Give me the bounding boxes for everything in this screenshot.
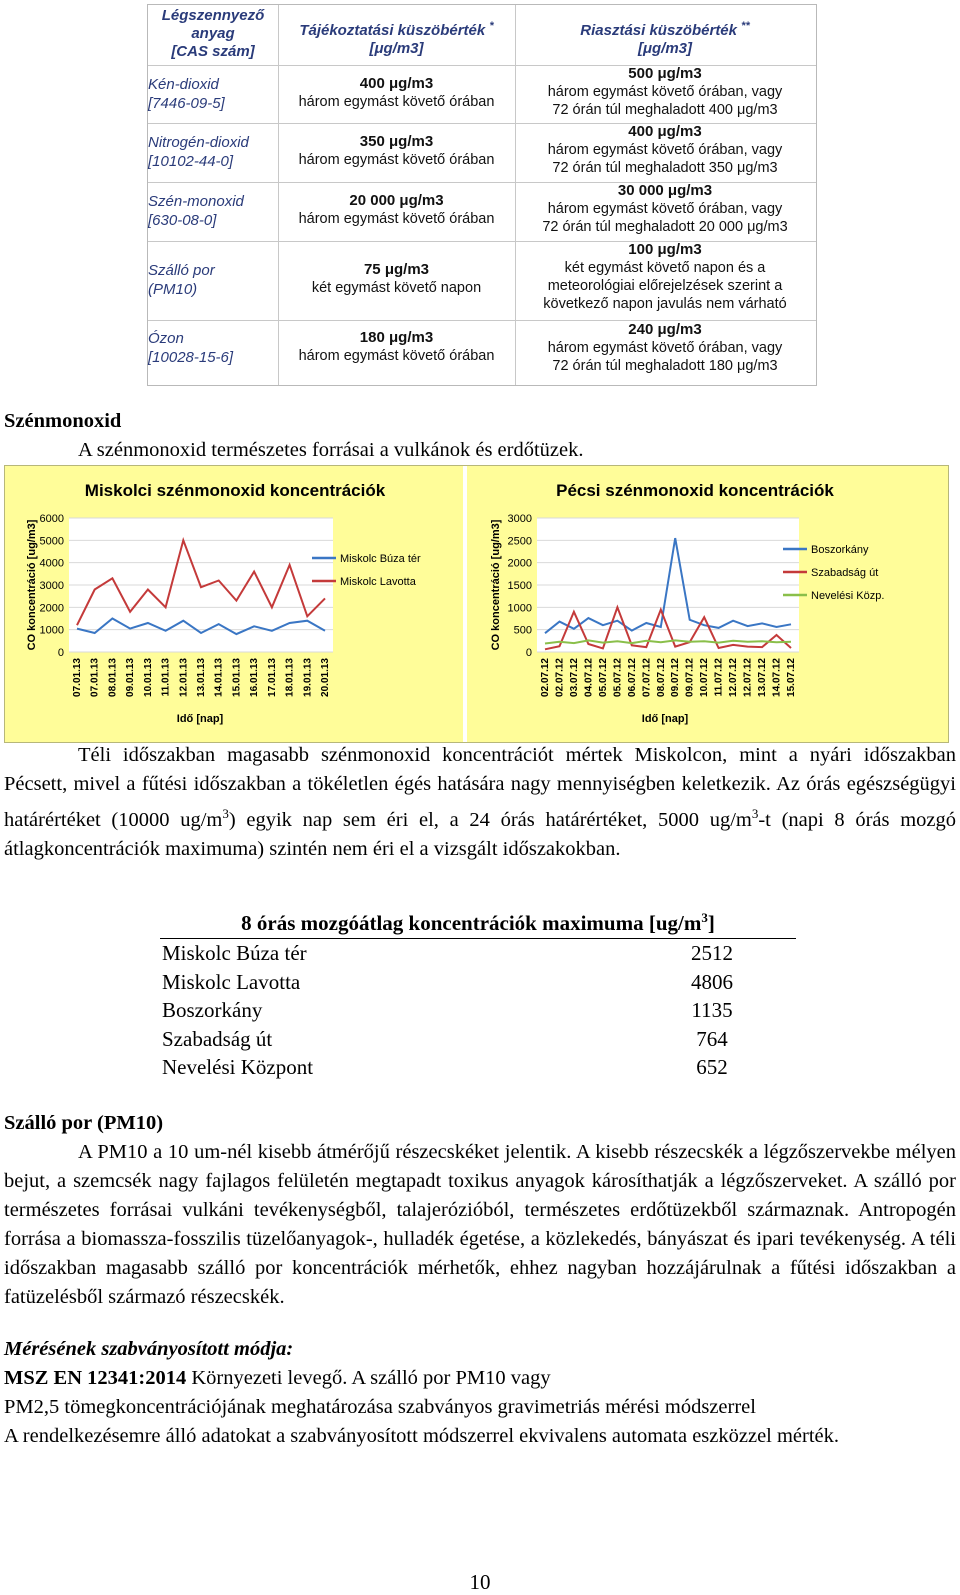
row-so2-name: Kén-dioxid [7446-09-5]: [148, 76, 225, 112]
co-max-table: [160, 903, 796, 1082]
row-o3-name: Ózon [10028-15-6]: [148, 330, 234, 366]
x-tick-label: 08.01.13: [107, 658, 119, 697]
chart-divider: [463, 466, 467, 742]
x-tick-label: 09.07.12: [684, 658, 696, 697]
row-no2-info: 350 μg/m3 három egymást követő órában: [298, 133, 495, 168]
table-row: Nevelési Központ 652: [162, 1055, 728, 1080]
x-tick-label: 13.01.13: [196, 658, 207, 697]
x-tick-label: 07.01.13: [89, 658, 101, 697]
pm-standard-line2: PM2,5 tömegkoncentrációjának meghatározása szabványos gravimetriás mérési módszerrel: [4, 1396, 756, 1418]
x-tick-label: 08.07.12: [655, 658, 667, 697]
row-co-name: Szén-monoxid [630-08-0]: [148, 193, 244, 229]
y-tick-label: 0: [525, 647, 532, 659]
y-axis-label: CO koncentráció [ug/m3]: [490, 519, 502, 651]
x-tick-label: 10.01.13: [142, 658, 154, 697]
x-tick-label: 02.07.12: [554, 658, 566, 697]
x-tick-label: 10.07.12: [699, 658, 711, 697]
y-tick-label: 1000: [507, 602, 532, 615]
x-axis-label: Idő [nap]: [641, 713, 689, 725]
row-pm10-name: Szálló por (PM10): [148, 262, 215, 298]
header-info-threshold: Tájékoztatási küszöbérték * [μg/m3]: [299, 20, 494, 57]
y-tick-label: 2500: [507, 535, 532, 548]
row-o3-info: 180 μg/m3 három egymást követő órában: [298, 329, 495, 364]
y-tick-label: 3000: [507, 513, 532, 525]
y-tick-label: 6000: [39, 513, 64, 525]
pm-method-label: Mérésének szabványosított módja:: [4, 1338, 294, 1360]
chart-title: Miskolci szénmonoxid koncentrációk: [84, 481, 386, 500]
x-tick-label: 14.07.12: [771, 658, 783, 697]
table-row: Boszorkány 1135: [162, 998, 733, 1023]
legend-label: Szabadság út: [811, 567, 879, 579]
row-o3-alarm: 240 μg/m3 három egymást követő órában, vagy 72 órán túl meghaladott 180 μg/m3: [547, 321, 783, 374]
legend-label: Miskolc Lavotta: [340, 576, 416, 588]
x-tick-label: 19.01.13: [302, 658, 314, 697]
header-pollutant: Légszennyező anyag [CAS szám]: [161, 7, 265, 60]
x-tick-label: 11.01.13: [160, 658, 172, 697]
row-pm10-info: 75 μg/m3 két egymást követő napon: [311, 261, 482, 296]
x-tick-label: 15.07.12: [786, 658, 797, 697]
x-axis-label: Idő [nap]: [176, 713, 224, 725]
x-tick-label: 05.07.12: [597, 658, 609, 697]
pm-paragraph: A PM10 a 10 um-nél kisebb átmérőjű részecskéket jelentik. A kisebb részecskék a légzőszervekbe mélyen bejut, a szemcsék nagy fajlagos felületén megtapadt toxikus anyagok károsíthatják a légzőszerveket. A szálló por természetes forrásai vulkáni tevékenységből, talajerózióból, természetes erdőtüzekből származnak. Antropogén forrása a biomassza-fosszilis tüzelőanyagok-, hulladék égetése, a közlekedés, bányászat és ipari tevékenység. A téli időszakban magasabb szálló por koncentrációk mérhetők, ehhez nagyban hozzájárulnak a fűtési időszakban a fatüzelésből származó részecskék.: [4, 1141, 956, 1308]
y-tick-label: 2000: [507, 557, 532, 570]
x-tick-label: 14.01.13: [213, 658, 225, 697]
row-no2-name: Nitrogén-dioxid [10102-44-0]: [148, 134, 249, 170]
row-no2-alarm: 400 μg/m3 három egymást követő órában, vagy 72 órán túl meghaladott 350 μg/m3: [547, 123, 783, 176]
x-tick-label: 18.01.13: [284, 658, 296, 697]
header-alarm-threshold: Riasztási küszöbérték ** [μg/m3]: [580, 20, 750, 57]
x-tick-label: 05.07.12: [612, 658, 624, 697]
co-max-table-header: 8 órás mozgóátlag koncentrációk maximuma $[ug/m^3]$: [160, 903, 796, 939]
pm-standard-line3: A rendelkezésemre álló adatokat a szabványosított módszerrel ekvivalens automata eszközzel mérték.: [4, 1425, 840, 1447]
y-tick-label: 500: [513, 624, 532, 637]
row-so2-info: 400 μg/m3 három egymást követő órában: [298, 75, 495, 110]
page-number: 10: [469, 1570, 491, 1594]
row-pm10-alarm: 100 μg/m3 két egymást követő napon és a meteorológiai előrejelzések szerint a következő napon javulás nem várható: [543, 241, 787, 312]
co-charts: [4, 465, 949, 743]
x-tick-label: 12.07.12: [742, 658, 754, 697]
table-row: Miskolc Búza tér 2512: [162, 941, 733, 965]
legend-label: Nevelési Közp.: [811, 590, 885, 602]
legend-label: Miskolc Búza tér: [340, 553, 421, 565]
x-tick-label: 04.07.12: [583, 658, 595, 697]
co-charts-svg: [5, 466, 948, 742]
row-co-info: 20 000 μg/m3 három egymást követő órában: [298, 192, 495, 227]
y-tick-label: 5000: [39, 535, 64, 548]
x-tick-label: 20.01.13: [320, 658, 331, 697]
table-row: Szabadság út 764: [162, 1026, 728, 1051]
x-tick-label: 07.07.12: [641, 658, 653, 697]
x-tick-label: 06.07.12: [626, 658, 638, 697]
y-tick-label: 2000: [39, 602, 64, 615]
y-tick-label: 0: [57, 647, 64, 659]
x-tick-label: 16.01.13: [249, 658, 261, 697]
y-tick-label: 1500: [507, 580, 532, 592]
pm-heading: Szálló por (PM10): [4, 1112, 164, 1134]
x-tick-label: 07.01.13: [72, 658, 83, 697]
x-tick-label: 09.07.12: [670, 658, 682, 697]
x-tick-label: 11.07.12: [713, 658, 725, 697]
y-tick-label: 4000: [39, 557, 64, 570]
row-co-alarm: 30 000 μg/m3 három egymást követő órában, vagy 72 órán túl meghaladott 20 000 μg/m3: [542, 182, 788, 235]
x-tick-label: 09.01.13: [125, 658, 137, 697]
y-tick-label: 1000: [39, 624, 64, 637]
x-tick-label: 02.07.12: [540, 658, 551, 697]
co-paragraph: Téli időszakban magasabb szénmonoxid koncentrációt mértek Miskolcon, mint a nyári időszakban Pécsett, mivel a fűtési időszakban a tökéletlen égés hatására nagy mennyiségben keletkezik. Az órás egészségügyi határértéket (10000 $ug/m^3$) egyik nap sem éri el, a 24 órás határértéket, 5000 $ug/m^3-t$ (napi 8 órás mozgó átlagkoncentrációk maximuma) szintén nem éri el a vizsgált időszakokban.: [4, 744, 957, 860]
co-intro: A szénmonoxid természetes forrásai a vulkánok és erdőtüzek.: [78, 439, 584, 461]
x-tick-label: 12.01.13: [178, 658, 190, 697]
pm-standard-line: MSZ EN 12341:2014 Környezeti levegő. A szálló por PM10 vagy: [4, 1367, 551, 1389]
table-row: Miskolc Lavotta 4806: [162, 969, 733, 994]
co-heading: Szénmonoxid: [4, 410, 122, 432]
threshold-table: [147, 4, 817, 386]
chart-title: Pécsi szénmonoxid koncentrációk: [556, 481, 834, 500]
x-tick-label: 03.07.12: [568, 658, 580, 697]
legend-label: Boszorkány: [811, 544, 869, 556]
y-axis-label: CO koncentráció [ug/m3]: [26, 519, 38, 651]
x-tick-label: 12.07.12: [728, 658, 740, 697]
x-tick-label: 17.01.13: [266, 658, 278, 697]
y-tick-label: 3000: [39, 580, 64, 592]
x-tick-label: 13.07.12: [757, 658, 769, 697]
x-tick-label: 15.01.13: [231, 658, 243, 697]
row-so2-alarm: 500 μg/m3 három egymást követő órában, vagy 72 órán túl meghaladott 400 μg/m3: [547, 65, 783, 118]
